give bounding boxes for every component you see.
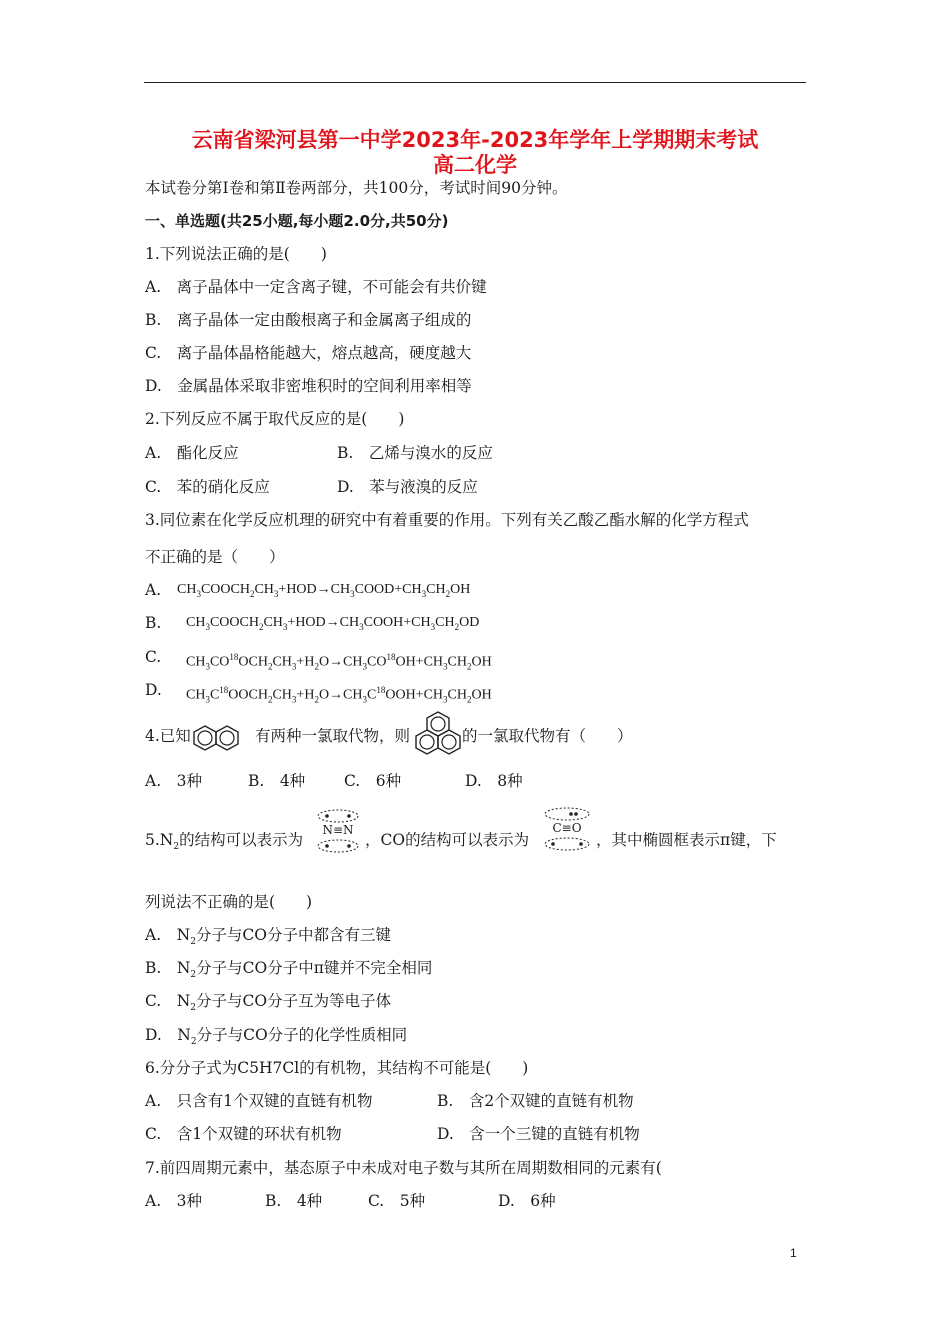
q3-option-a-formula: $CH_3COOCH_2CH_3+HOD\to CH_3COOD+CH_3CH_2OH$ (177, 582, 471, 599)
q5-option-b: B. $N_2$分子与CO分子中π键并不完全相同 (145, 959, 433, 981)
q3-option-c-formula: $CH_3CO^{18}OCH_2CH_3+H_2O\to CH_3CO^{18}OH+CH_3CH_2OH$ (186, 652, 492, 672)
q2-option-a: A. 酯化反应 (145, 444, 239, 462)
q2-stem: 2.下列反应不属于取代反应的是( ) (145, 410, 405, 428)
q6-stem: 6.分分子式为C5H7Cl的有机物，其结构不可能是( ) (145, 1059, 529, 1077)
n2-structure-diagram (313, 806, 363, 856)
q3-option-c-label: C. (145, 648, 162, 666)
q3-option-b-label: B. (145, 614, 162, 632)
q7-option-b: B. 4种 (265, 1192, 323, 1210)
q4-option-b: B. 4种 (248, 772, 306, 790)
header-rule (144, 82, 806, 83)
triphenylene-structure-icon (412, 710, 464, 760)
q3-option-a-label: A. (145, 581, 162, 599)
q4-option-a: A. 3种 (145, 772, 202, 790)
q1-option-a: A. 离子晶体中一定含离子键，不可能会有共价键 (145, 278, 487, 296)
q5-stem-subscript: 2 (173, 842, 180, 853)
section-heading: 一、单选题(共25小题,每小题2.0分,共50分) (145, 212, 449, 230)
q4-option-d: D. 8种 (465, 772, 523, 790)
q5-option-b-text: 分子与CO分子中π键并不完全相同 (196, 959, 433, 977)
q5-stem-line1 (145, 830, 303, 857)
q6-option-b: B. 含2个双键的直链有机物 (437, 1092, 634, 1110)
exam-subtitle: 高二化学 (433, 153, 517, 177)
q7-stem: 7.前四周期元素中，基态原子中未成对电子数与其所在周期数相同的元素有( (145, 1159, 662, 1177)
q5-stem-line2: 列说法不正确的是( ) (145, 893, 313, 911)
q5-stem-mid2: ，CO的结构可以表示为 (365, 831, 530, 849)
q1-option-c: C. 离子晶体晶格能越大，熔点越高，硬度越大 (145, 344, 472, 362)
q4-stem-prefix: 4.已知 (145, 727, 191, 745)
q5-option-c-text: 分子与CO分子互为等电子体 (196, 992, 392, 1010)
q1-option-b: B. 离子晶体一定由酸根离子和金属离子组成的 (145, 311, 472, 329)
q4-stem-mid: 有两种一氯取代物，则 (255, 727, 411, 745)
page-number: 1 (790, 1246, 797, 1260)
q1-stem: 1.下列说法正确的是( ) (145, 245, 327, 263)
q7-option-a: A. 3种 (145, 1192, 202, 1210)
q6-option-d: D. 含一个三键的直链有机物 (437, 1125, 640, 1143)
q6-option-a: A. 只含有1个双键的直链有机物 (145, 1092, 373, 1110)
q5-option-a-text: 分子与CO分子中都含有三键 (195, 926, 391, 944)
co-structure-label: C≡O (552, 821, 582, 835)
q1-option-d: D. 金属晶体采取非密堆积时的空间利用率相等 (145, 377, 472, 395)
q3-option-d-label: D. (145, 681, 162, 699)
q6-option-c: C. 含1个双键的环状有机物 (145, 1125, 342, 1143)
exam-title: 云南省梁河县第一中学2023年-2023年学年上学期期末考试 (191, 128, 759, 152)
q5-option-a: A. $N_2$分子与CO分子中都含有三键 (145, 926, 391, 948)
q5-stem-prefix: 5.N (145, 831, 174, 849)
co-structure-diagram (541, 804, 593, 854)
q7-option-c: C. 5种 (368, 1192, 426, 1210)
q3-option-d-formula: $CH_3C^{18}OOCH_2CH_3+H_2O\to CH_3C^{18}OOH+CH_3CH_2OH$ (186, 685, 492, 705)
q5-option-d: D. $N_2$分子与CO分子的化学性质相同 (145, 1026, 408, 1048)
q3-stem-line2: 不正确的是（ ） (145, 548, 285, 566)
q5-stem-suffix: ，其中椭圆框表示π键，下 (596, 831, 777, 849)
q7-option-d: D. 6种 (498, 1192, 556, 1210)
q3-stem-line1: 3.同位素在化学反应机理的研究中有着重要的作用。下列有关乙酸乙酯水解的化学方程式 (145, 511, 749, 529)
q3-option-b-formula: $CH_3COOCH_2CH_3+HOD\to CH_3COOH+CH_3CH_2OD$ (186, 615, 480, 632)
q2-option-d: D. 苯与液溴的反应 (337, 478, 478, 496)
q5-option-c: C. $N_2$分子与CO分子互为等电子体 (145, 992, 392, 1014)
q5-option-d-text: 分子与CO分子的化学性质相同 (196, 1026, 408, 1044)
intro-text: 本试卷分第Ⅰ卷和第Ⅱ卷两部分，共100分，考试时间90分钟。 (145, 179, 568, 197)
naphthalene-structure-icon (192, 722, 242, 754)
q4-option-c: C. 6种 (344, 772, 402, 790)
q2-option-c: C. 苯的硝化反应 (145, 478, 270, 496)
q2-option-b: B. 乙烯与溴水的反应 (337, 444, 493, 462)
q5-stem-mid: 的结构可以表示为 (179, 831, 304, 849)
q4-stem-suffix: 的一氯取代物有（ ） (462, 727, 633, 745)
n2-structure-label: N≡N (322, 823, 354, 837)
